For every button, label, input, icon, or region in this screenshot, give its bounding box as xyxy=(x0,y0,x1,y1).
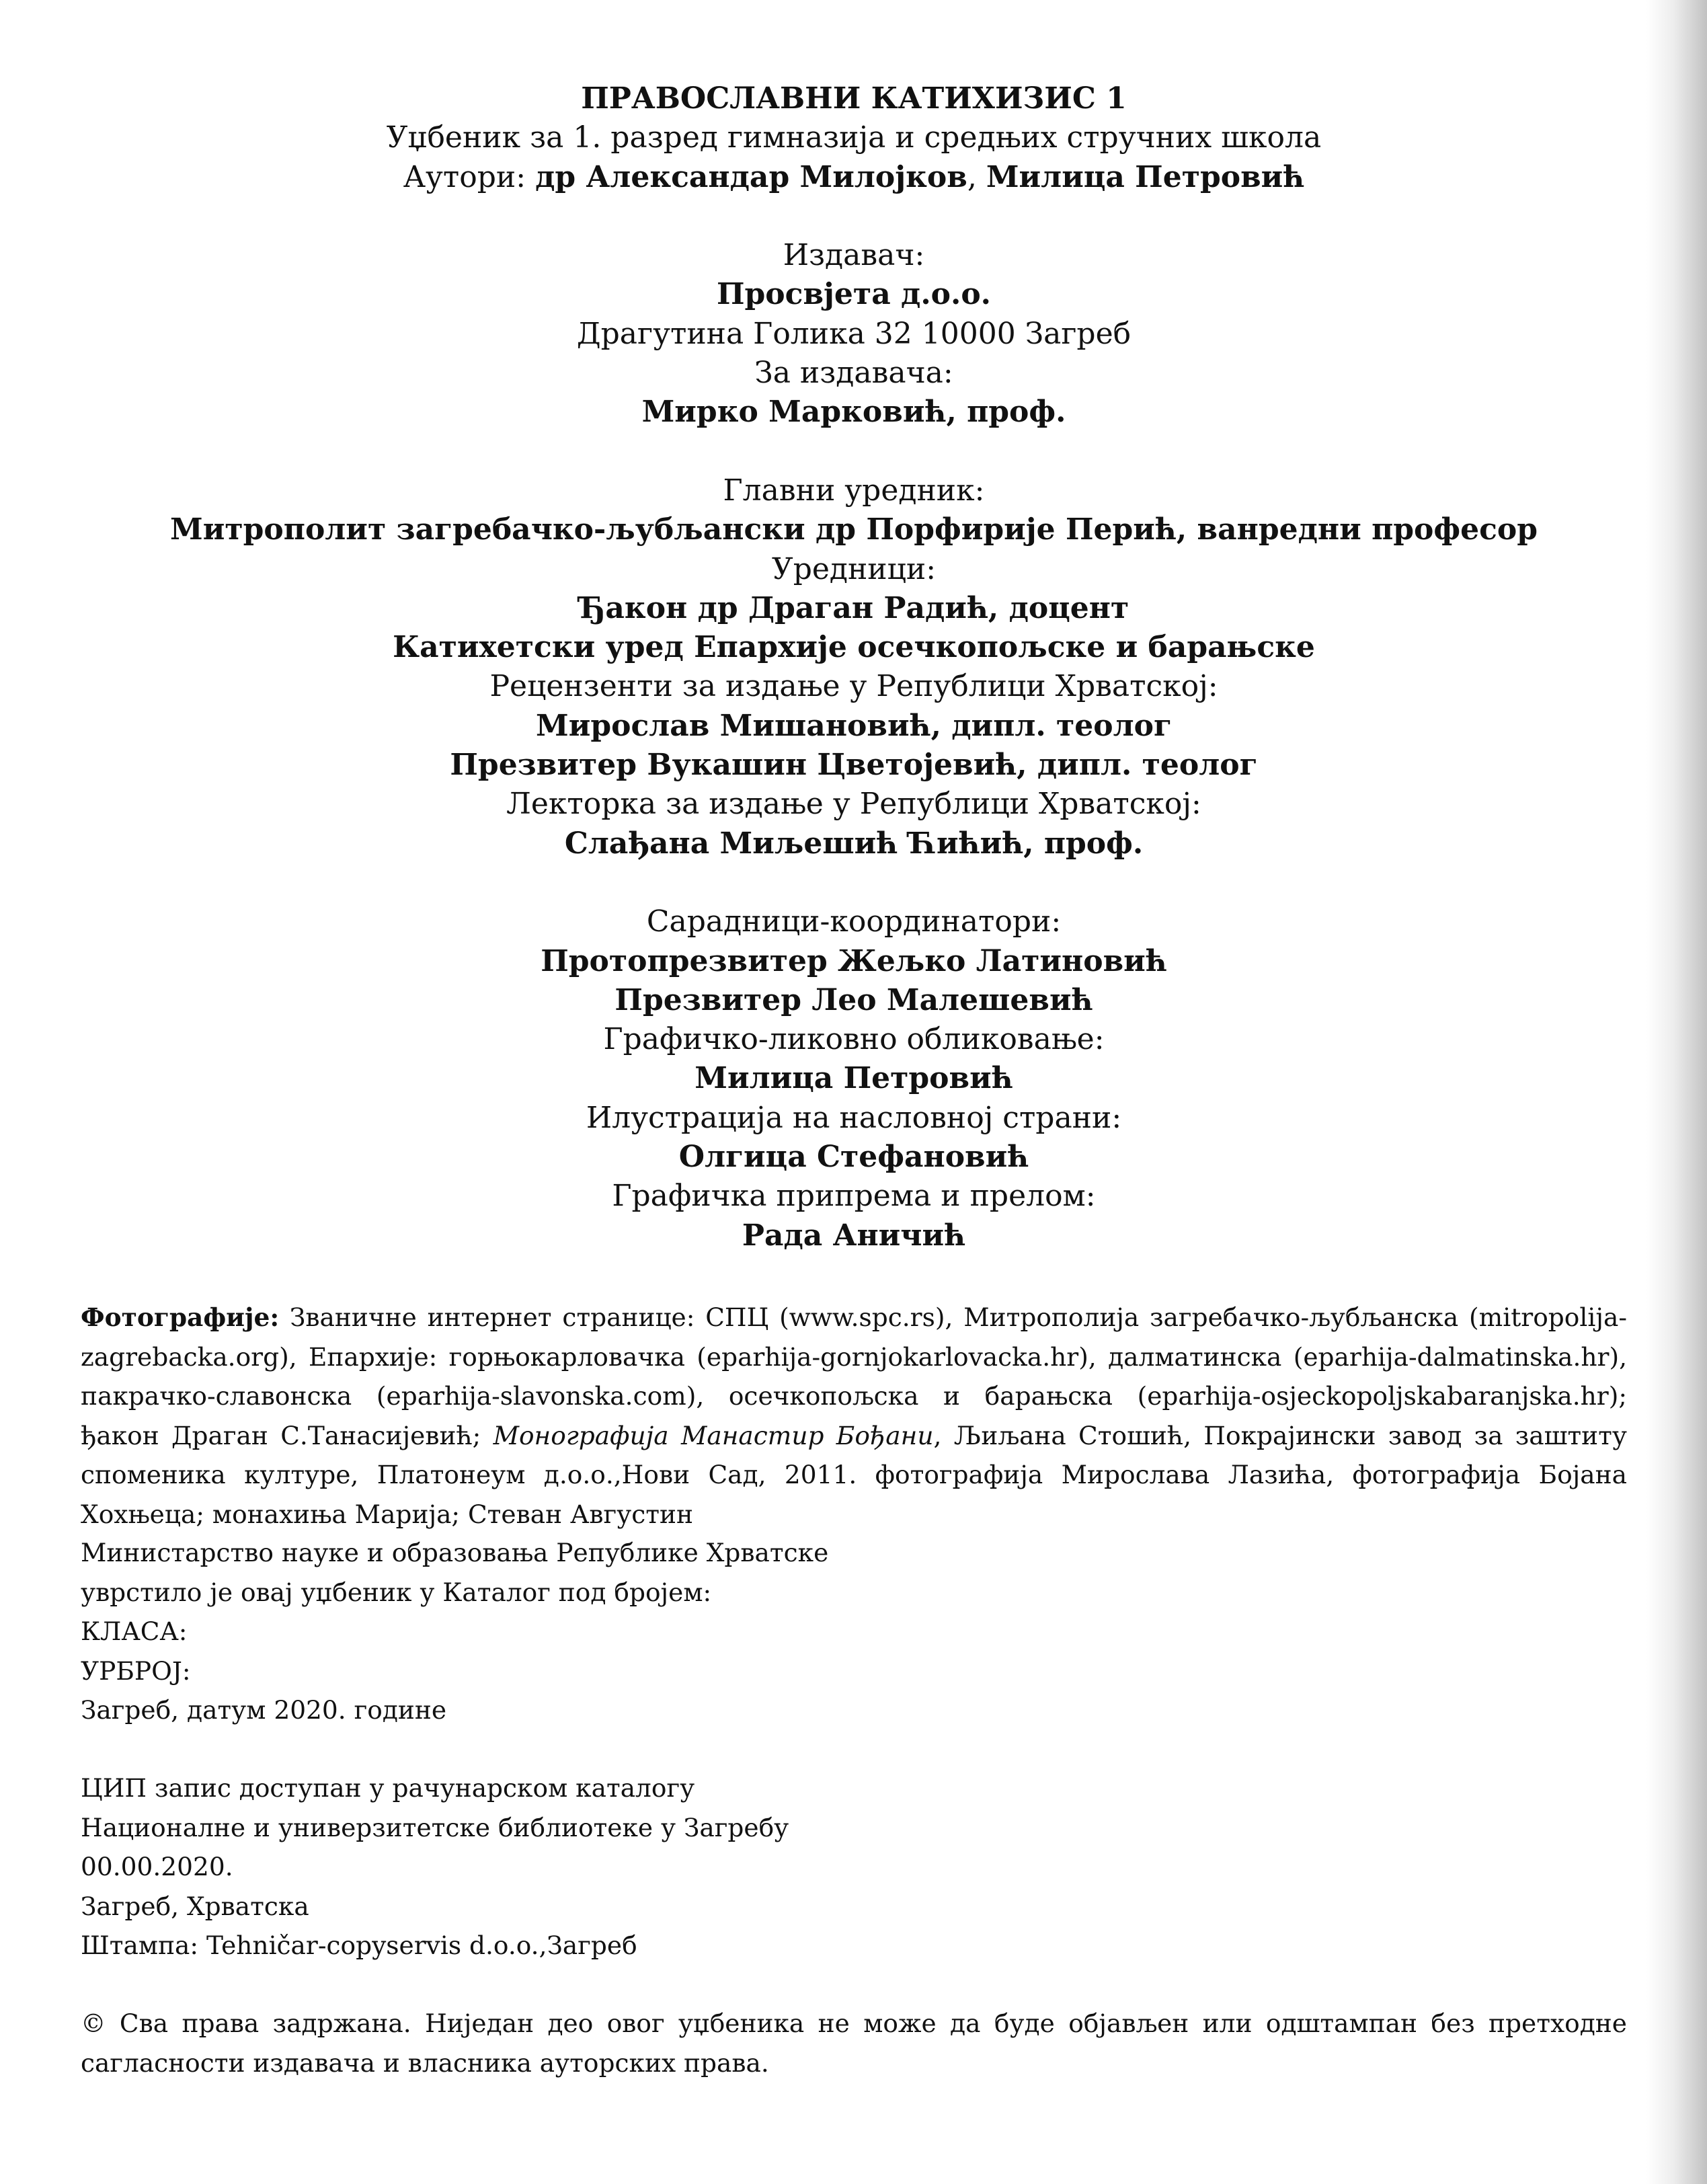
ministry-approval xyxy=(81,1533,1627,1730)
author-1: др Александар Милојков xyxy=(535,159,967,194)
copyright-notice: © Сва права задржана. Ниједан део овог уџбеника не може да буде објављен или одштампан без претходне сагласности издавача и власника ауторских права. xyxy=(81,2008,1627,2078)
cip-line: ЦИП запис доступан у рачунарском каталогу xyxy=(81,1773,695,1803)
reviewer-1: Мирослав Мишановић, дипл. теолог xyxy=(536,708,1172,743)
publisher-name: Просвјета д.о.о. xyxy=(716,277,991,312)
cip-record xyxy=(81,1768,1627,1965)
coordinator-1: Протопрезвитер Жељко Латиновић xyxy=(541,943,1167,978)
cover-illustration-name: Олгица Стефановић xyxy=(678,1140,1029,1175)
reviewer-2: Презвитер Вукашин Цветојевић, дипл. теолог xyxy=(450,748,1258,783)
proofreader-name: Слађана Миљешић Ћићић, проф. xyxy=(564,826,1144,861)
editors-label: Уредници: xyxy=(771,551,937,586)
for-publisher-label: За издавача: xyxy=(754,356,953,391)
chief-editor-label: Главни уредник: xyxy=(723,473,985,508)
cip-date: 00.00.2020. xyxy=(81,1852,233,1881)
cip-line: Националне и универзитетске библиотеке у Загребу xyxy=(81,1812,789,1842)
book-subtitle: Уџбеник за 1. разред гимназија и средњих стручних школа xyxy=(386,120,1322,155)
spacer xyxy=(81,863,1627,902)
design-label: Графичко-ликовно обликовање: xyxy=(603,1022,1105,1057)
ministry-registry: УРБРОЈ: xyxy=(81,1655,191,1686)
publisher-label: Издавач: xyxy=(783,238,925,273)
proofreader-label: Лекторка за издање у Републици Хрватској: xyxy=(506,787,1201,822)
editor-1: Ђакон др Драган Радић, доцент xyxy=(578,590,1129,625)
cip-place: Загреб, Хрватска xyxy=(81,1891,309,1921)
authors-label: Аутори: xyxy=(403,159,536,194)
ministry-line: Министарство науке и образовања Републике Хрватске xyxy=(81,1538,829,1567)
publisher-address: Драгутина Голика 32 10000 Загреб xyxy=(576,316,1132,351)
spacer xyxy=(81,432,1627,471)
book-title: ПРАВОСЛАВНИ КАТИХИЗИС 1 xyxy=(581,81,1127,116)
coordinators-label: Сарадници-координатори: xyxy=(646,904,1062,939)
ministry-class: КЛАСА: xyxy=(81,1616,188,1646)
spacer xyxy=(81,197,1627,236)
coordinator-2: Презвитер Лео Малешевић xyxy=(614,982,1093,1017)
reviewers-label: Рецензенти за издање у Републици Хрватској: xyxy=(489,669,1218,704)
editor-2: Катихетски уред Епархије осечкопољске и барањске xyxy=(393,630,1315,665)
photo-credits-text-2: , Љиљана Стошић, Покрајински завод за заштиту споменика културе, Платонеум д.о.о.,Нови Сад, 2011. фотографија Мирослава Лазића, фотографија Бојана Хохњеца; монахиња Марија; Стеван Августин xyxy=(81,1420,1627,1529)
prepress-name: Рада Аничић xyxy=(742,1218,966,1253)
photo-credits-label: Фотографије: xyxy=(81,1302,280,1332)
cover-illustration-label: Илустрација на насловној страни: xyxy=(586,1100,1122,1135)
authors-separator: , xyxy=(967,159,986,194)
photo-credits-monograph: Монографија Манастир Бођани xyxy=(493,1420,934,1450)
cip-printer: Штампа: Tehničar-copyservis d.o.o.,Загреб xyxy=(81,1930,637,1960)
for-publisher-name: Мирко Марковић, проф. xyxy=(641,395,1066,430)
design-name: Милица Петровић xyxy=(694,1061,1013,1096)
author-2: Милица Петровић xyxy=(986,159,1305,194)
photo-credits-text-1: Званичне интернет странице: СПЦ (www.spc.rs), Митрополија загребачко-љубљанска (mitropolija-zagrebacka.org), Епархије: горњокарловачка (eparhija-gornjokarlovacka.hr), далматинска (eparhija-dalmatinska.hr), пакрачко-славонска (eparhija-slavonska.com), осечкопољска и барањска (eparhija-osjeckopoljskabaranjska.hr); ђакон Драган С.Танасијевић; xyxy=(81,1302,1627,1450)
ministry-date: Загреб, датум 2020. године xyxy=(81,1695,447,1725)
authors-line xyxy=(81,158,1627,197)
chief-editor-name: Митрополит загребачко-љубљански др Порфирије Перић, ванредни професор xyxy=(170,512,1538,547)
ministry-line: уврстило је овај уџбеник у Каталог под бројем: xyxy=(81,1577,712,1607)
prepress-label: Графичка припрема и прелом: xyxy=(612,1179,1096,1214)
photo-credits xyxy=(81,1298,1627,1534)
credits-block xyxy=(81,79,1627,1255)
page-edge-shadow xyxy=(1646,0,1707,2184)
